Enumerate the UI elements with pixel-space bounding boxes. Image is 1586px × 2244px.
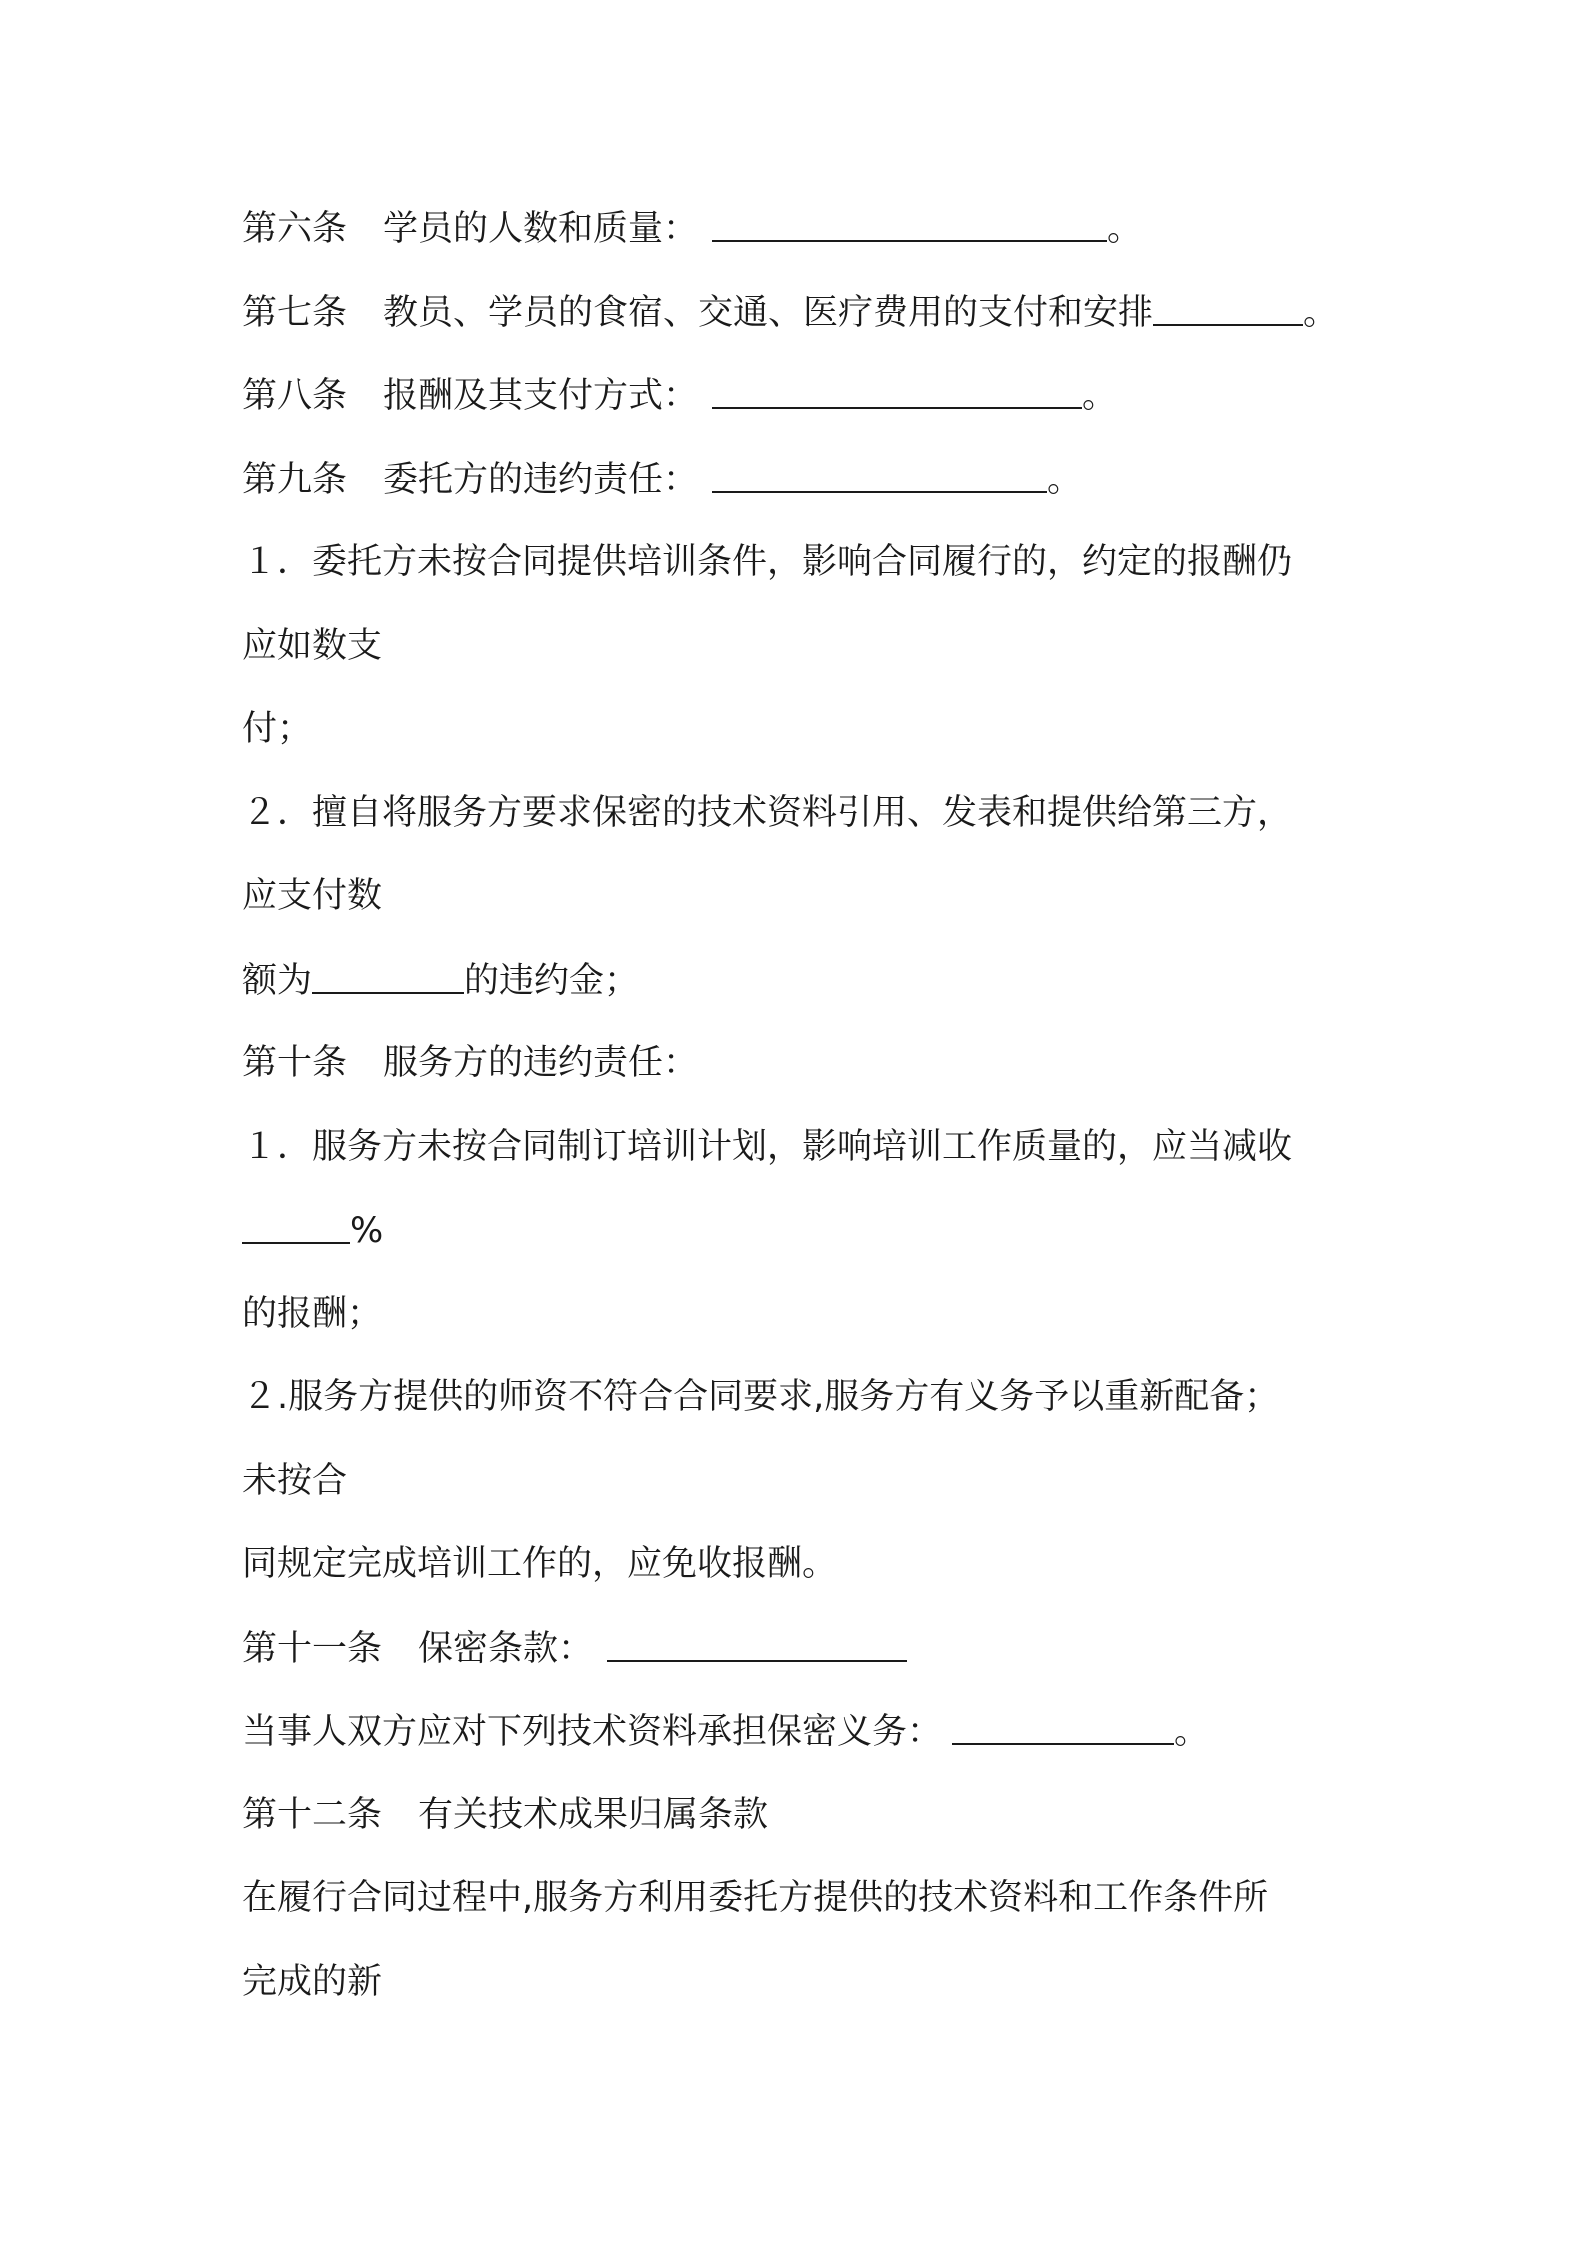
punctuation: 。 — [1082, 376, 1118, 416]
fill-in-blank[interactable] — [312, 952, 464, 994]
clause-text: 当事人双方应对下列技术资料承担保密义务： — [242, 1712, 943, 1752]
clause-text: 的报酬； — [242, 1293, 383, 1334]
punctuation: 。 — [1174, 1712, 1210, 1752]
clause-text: １．服务方未按合同制订培训计划，影响培训工作质量的，应当减收 — [242, 1126, 1293, 1167]
punctuation: 。 — [1047, 459, 1083, 500]
clause-text: 应支付数 — [242, 876, 383, 916]
article-text: 报酬及其支付方式： — [383, 376, 699, 416]
article-text: 有关技术成果归属条款 — [418, 1794, 769, 1835]
fill-in-blank[interactable] — [1153, 284, 1303, 326]
clause-text: ２.服务方提供的师资不符合合同要求,服务方有义务予以重新配备； — [242, 1377, 1280, 1417]
clause-text: 应如数支 — [242, 625, 383, 666]
clause-text: 额为 — [242, 960, 313, 1001]
contract-body — [242, 200, 1362, 2037]
article-text: 委托方的违约责任： — [383, 459, 699, 500]
clause-text: 在履行合同过程中,服务方利用委托方提供的技术资料和工作条件所 — [242, 1878, 1269, 1918]
article-number: 第十条 — [242, 1043, 348, 1083]
punctuation: 。 — [1107, 209, 1143, 249]
percent-sign: % — [350, 1211, 384, 1251]
article-6-line — [242, 200, 1362, 284]
clause-text: 同规定完成培训工作的，应免收报酬。 — [242, 1544, 838, 1584]
clause-text: 完成的新 — [242, 1961, 383, 2002]
fill-in-blank[interactable] — [952, 1703, 1174, 1745]
clause-text: 未按合 — [242, 1460, 348, 1501]
article-number: 第九条 — [242, 459, 348, 500]
fill-in-blank[interactable] — [607, 1620, 907, 1662]
fill-in-blank[interactable] — [242, 1202, 350, 1244]
article-text: 保密条款： — [418, 1628, 594, 1669]
clause-text: １．委托方未按合同提供培训条件，影响合同履行的，约定的报酬仍 — [242, 542, 1293, 582]
clause-text: 付； — [242, 709, 313, 749]
article-9-line — [242, 451, 1362, 535]
punctuation: 。 — [1303, 292, 1339, 333]
article-7-line — [242, 284, 1362, 368]
article-12-line — [242, 1787, 1362, 1871]
fill-in-blank[interactable] — [712, 451, 1047, 493]
article-number: 第十二条 — [242, 1794, 383, 1835]
article-text: 服务方的违约责任： — [383, 1043, 699, 1083]
clause-text: ２．擅自将服务方要求保密的技术资料引用、发表和提供给第三方， — [242, 792, 1293, 833]
article-text: 教员、学员的食宿、交通、医疗费用的支付和安排 — [383, 292, 1154, 333]
fill-in-blank[interactable] — [712, 200, 1107, 242]
article-number: 第八条 — [242, 376, 348, 416]
article-8-line — [242, 367, 1362, 451]
article-11-line — [242, 1620, 1362, 1704]
confidentiality-line — [242, 1703, 1362, 1787]
article-text: 学员的人数和质量： — [383, 209, 699, 249]
clause-text: 的违约金； — [464, 960, 640, 1001]
fill-in-blank[interactable] — [712, 367, 1082, 409]
article-number: 第六条 — [242, 209, 348, 249]
article-number: 第十一条 — [242, 1628, 383, 1669]
article-number: 第七条 — [242, 292, 348, 333]
article-10-line — [242, 1035, 1362, 1119]
penalty-amount-line — [242, 952, 1362, 1036]
percent-line — [242, 1202, 1362, 1286]
